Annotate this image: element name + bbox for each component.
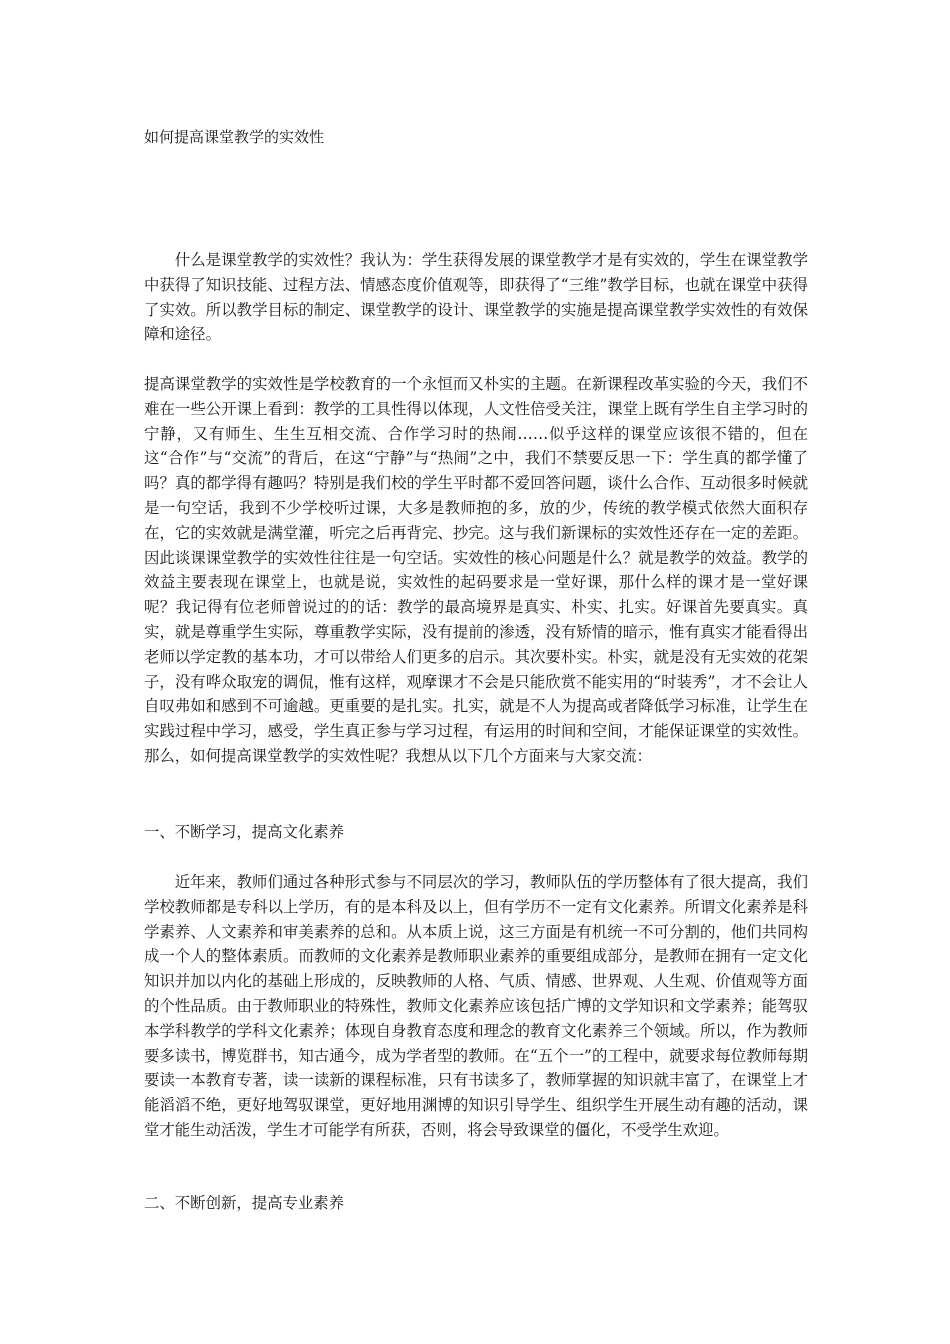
section-heading-1: 一、不断学习，提高文化素养 (144, 823, 345, 841)
document-title: 如何提高课堂教学的实效性 (144, 128, 325, 146)
section-heading-2: 二、不断创新，提高专业素养 (144, 1194, 345, 1212)
section-1-paragraph: 近年来，教师们通过各种形式参与不同层次的学习，教师队伍的学历整体有了很大提高，我们学校教师都是专科以上学历，有的是本科及以上，但有学历不一定有文化素养。所谓文化素养是科学素养、人文素养和审美素养的总和。从本质上说，这三方面是有机统一不可分割的，他们共同构成一个人的整体素质。而教师的文化素养是教师职业素养的重要组成部分，是教师在拥有一定文化知识并加以内化的基础上形成的，反映教师的人格、气质、情感、世界观、人生观、价值观等方面的个性品质。由于教师职业的特殊性，教师文化素养应该包括广博的文学知识和文学素养；能驾驭本学科教学的学科文化素养；体现自身教育态度和理念的教育文化素养三个领域。所以，作为教师要多读书，博览群书，知古通今，成为学者型的教师。在“五个一”的工程中，就要求每位教师每期要读一本教育专著，读一读新的课程标准，只有书读多了，教师掌握的知识就丰富了，在课堂上才能滔滔不绝，更好地驾驭课堂，更好地用渊博的知识引导学生、组织学生开展生动有趣的活动，课堂才能生动活泼，学生才可能学有所获，否则，将会导致课堂的僵化，不受学生欢迎。 (144, 873, 808, 1139)
main-paragraph: 提高课堂教学的实效性是学校教育的一个永恒而又朴实的主题。在新课程改革实验的今天，我们不难在一些公开课上看到：教学的工具性得以体现，人文性倍受关注，课堂上既有学生自主学习时的宁静，又有师生、生生互相交流、合作学习时的热闹……似乎这样的课堂应该很不错的，但在这“合作”与“交流”的背后，在这“宁静”与“热闹”之中，我们不禁要反思一下：学生真的都学懂了吗？真的都学得有趣吗？特别是我们校的学生平时都不爱回答问题，谈什么合作、互动很多时候就是一句空话，我到不少学校听过课，大多是教师抱的多，放的少，传统的教学模式依然大面积存在，它的实效就是满堂灌，听完之后再背完、抄完。这与我们新课标的实效性还存在一定的差距。因此谈课课堂教学的实效性往往是一句空话。实效性的核心问题是什么？就是教学的效益。教学的效益主要表现在课堂上，也就是说，实效性的起码要求是一堂好课，那什么样的课才是一堂好课呢？我记得有位老师曾说过的的话：教学的最高境界是真实、朴实、扎实。好课首先要真实。真实，就是尊重学生实际，尊重教学实际，没有提前的渗透，没有矫情的暗示，惟有真实才能看得出老师以学定教的基本功，才可以带给人们更多的启示。其次要朴实。朴实，就是没有无实效的花架子，没有哗众取宠的调侃，惟有这样，观摩课才不会是只能欣赏不能实用的“时装秀”，才不会让人自叹弗如和感到不可逾越。更重要的是扎实。扎实，就是不人为提高或者降低学习标准，让学生在实践过程中学习，感受，学生真正参与学习过程，有运用的时间和空间，才能保证课堂的实效性。那么，如何提高课堂教学的实效性呢？我想从以下几个方面来与大家交流： (144, 375, 808, 765)
intro-paragraph: 什么是课堂教学的实效性？我认为：学生获得发展的课堂教学才是有实效的，学生在课堂教学中获得了知识技能、过程方法、情感态度价值观等，即获得了“三维”教学目标，也就在课堂中获得了实效。所以教学目标的制定、课堂教学的设计、课堂教学的实施是提高课堂教学实效性的有效保障和途径。 (144, 251, 808, 344)
